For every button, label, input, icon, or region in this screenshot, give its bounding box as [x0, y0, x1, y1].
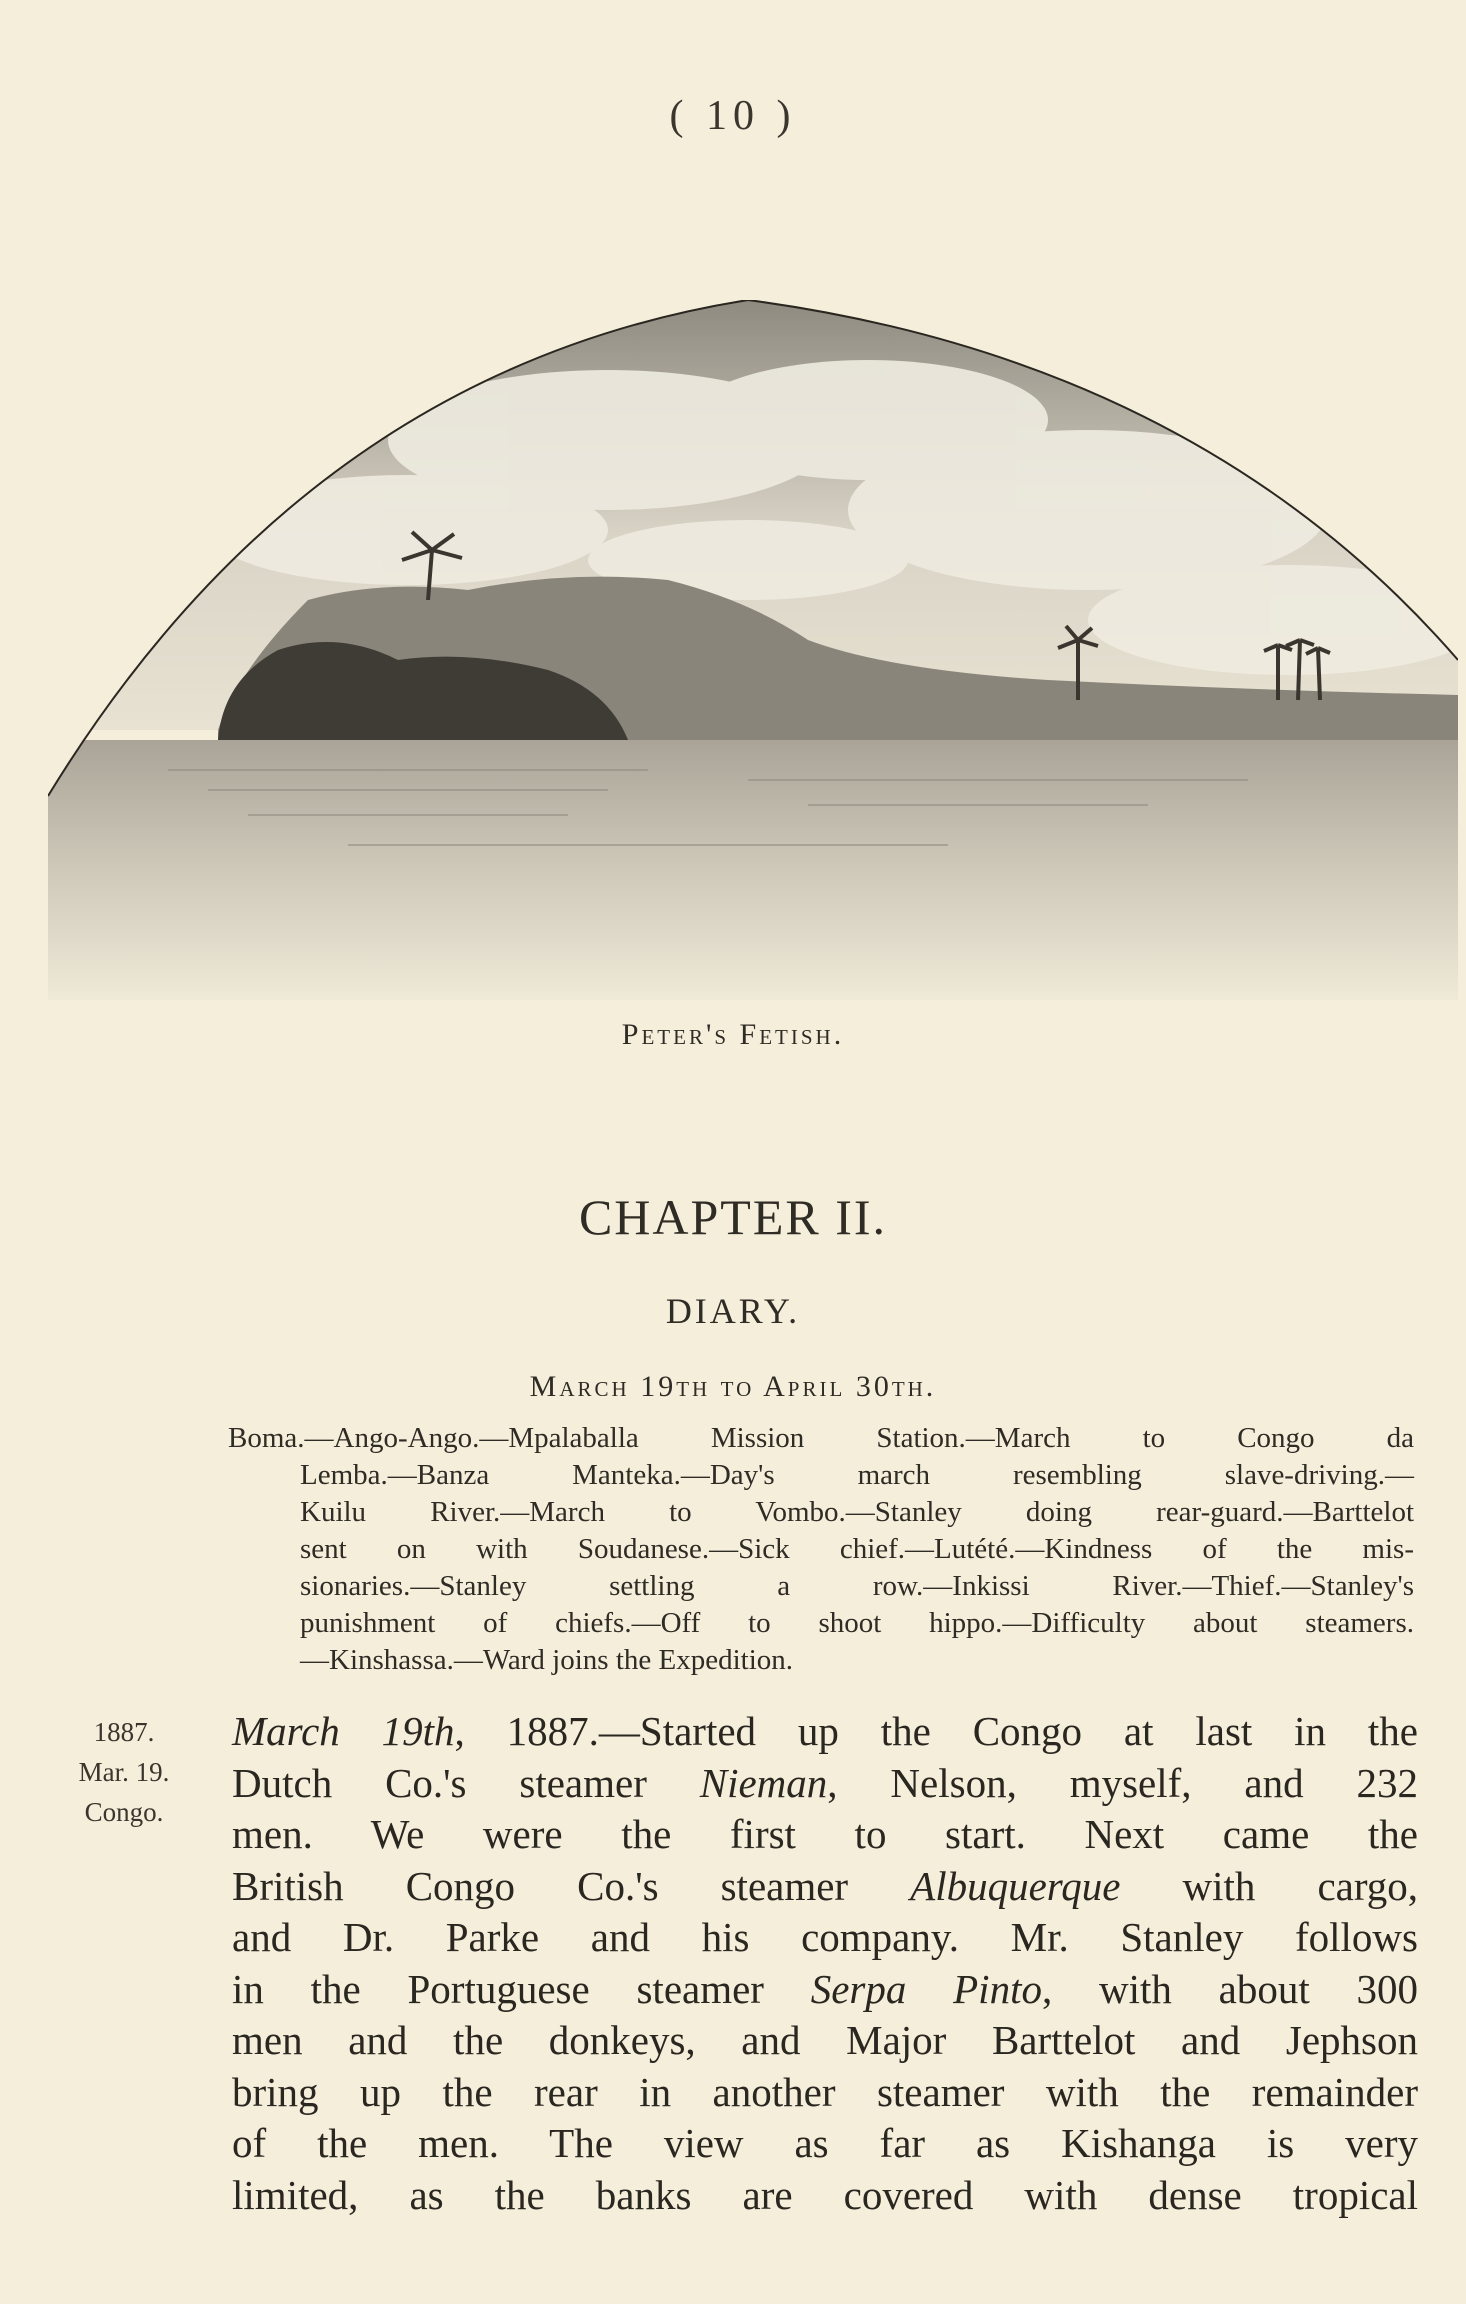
body-fragment: Dutch Co.'s steamer: [232, 1759, 700, 1806]
synopsis-line: —Kinshassa.—Ward joins the Expedition.: [300, 1644, 794, 1676]
synopsis-line: sionaries.—Stanley settling a row.—Inkissi River.—Thief.—Stanley's: [300, 1570, 1414, 1602]
chapter-title: CHAPTER II.: [578, 1189, 888, 1245]
body-line: [232, 1758, 1418, 1810]
body-line: [232, 1706, 1418, 1758]
body-fragment: British Congo Co.'s steamer: [232, 1862, 911, 1909]
margin-year: 1887.: [93, 1717, 155, 1747]
page-number: ( 10 ): [669, 93, 797, 139]
margin-place: Congo.: [84, 1797, 164, 1827]
illustration-caption: Peter's Fetish.: [621, 1018, 845, 1051]
margin-notes: [56, 1712, 192, 1832]
synopsis-line: punishment of chiefs.—Off to shoot hippo.—Difficulty about steamers.: [300, 1607, 1414, 1639]
synopsis-line: Kuilu River.—March to Vombo.—Stanley doing rear-guard.—Barttelot: [300, 1496, 1414, 1528]
body-line: of the men. The view as far as Kishanga is very: [232, 2120, 1418, 2166]
ship-name: Serpa Pinto: [810, 1965, 1042, 2012]
ship-name: Albuquerque: [910, 1862, 1121, 1909]
body-fragment: in the Portuguese steamer: [232, 1965, 811, 2012]
synopsis-line: sent on with Soudanese.—Sick chief.—Lutété.—Kindness of the mis-: [300, 1533, 1414, 1565]
margin-date: Mar. 19.: [78, 1757, 170, 1787]
date-range: March 19th to April 30th.: [529, 1370, 937, 1403]
body-line: limited, as the banks are covered with dense tropical: [232, 2171, 1418, 2218]
chapter-synopsis: [228, 1420, 1414, 1679]
synopsis-line: Boma.—Ango-Ango.—Mpalaballa Mission Station.—March to Congo da: [228, 1422, 1414, 1454]
body-fragment: , 1887.—Started up the Congo at last in the: [454, 1708, 1418, 1754]
body-line: men and the donkeys, and Major Barttelot and Jephson: [232, 2017, 1418, 2063]
body-line: [232, 1964, 1418, 2016]
body-line: men. We were the first to start. Next came the: [232, 1811, 1418, 1857]
illustration-peters-fetish: [48, 300, 1458, 1000]
ship-name: Nieman: [699, 1759, 828, 1806]
synopsis-line: Lemba.—Banza Manteka.—Day's march resembling slave-driving.—: [300, 1459, 1414, 1491]
body-text: [232, 1706, 1418, 2221]
body-line: [232, 1861, 1418, 1913]
body-fragment: , Nelson, myself, and 232: [827, 1759, 1418, 1806]
body-line: bring up the rear in another steamer with the remainder: [232, 2068, 1418, 2115]
body-fragment: , with about 300: [1041, 1965, 1418, 2012]
body-fragment: with cargo,: [1120, 1862, 1418, 1909]
body-line: and Dr. Parke and his company. Mr. Stanley follows: [232, 1914, 1418, 1960]
section-title: DIARY.: [665, 1291, 801, 1331]
entry-date: March 19th: [232, 1708, 455, 1754]
